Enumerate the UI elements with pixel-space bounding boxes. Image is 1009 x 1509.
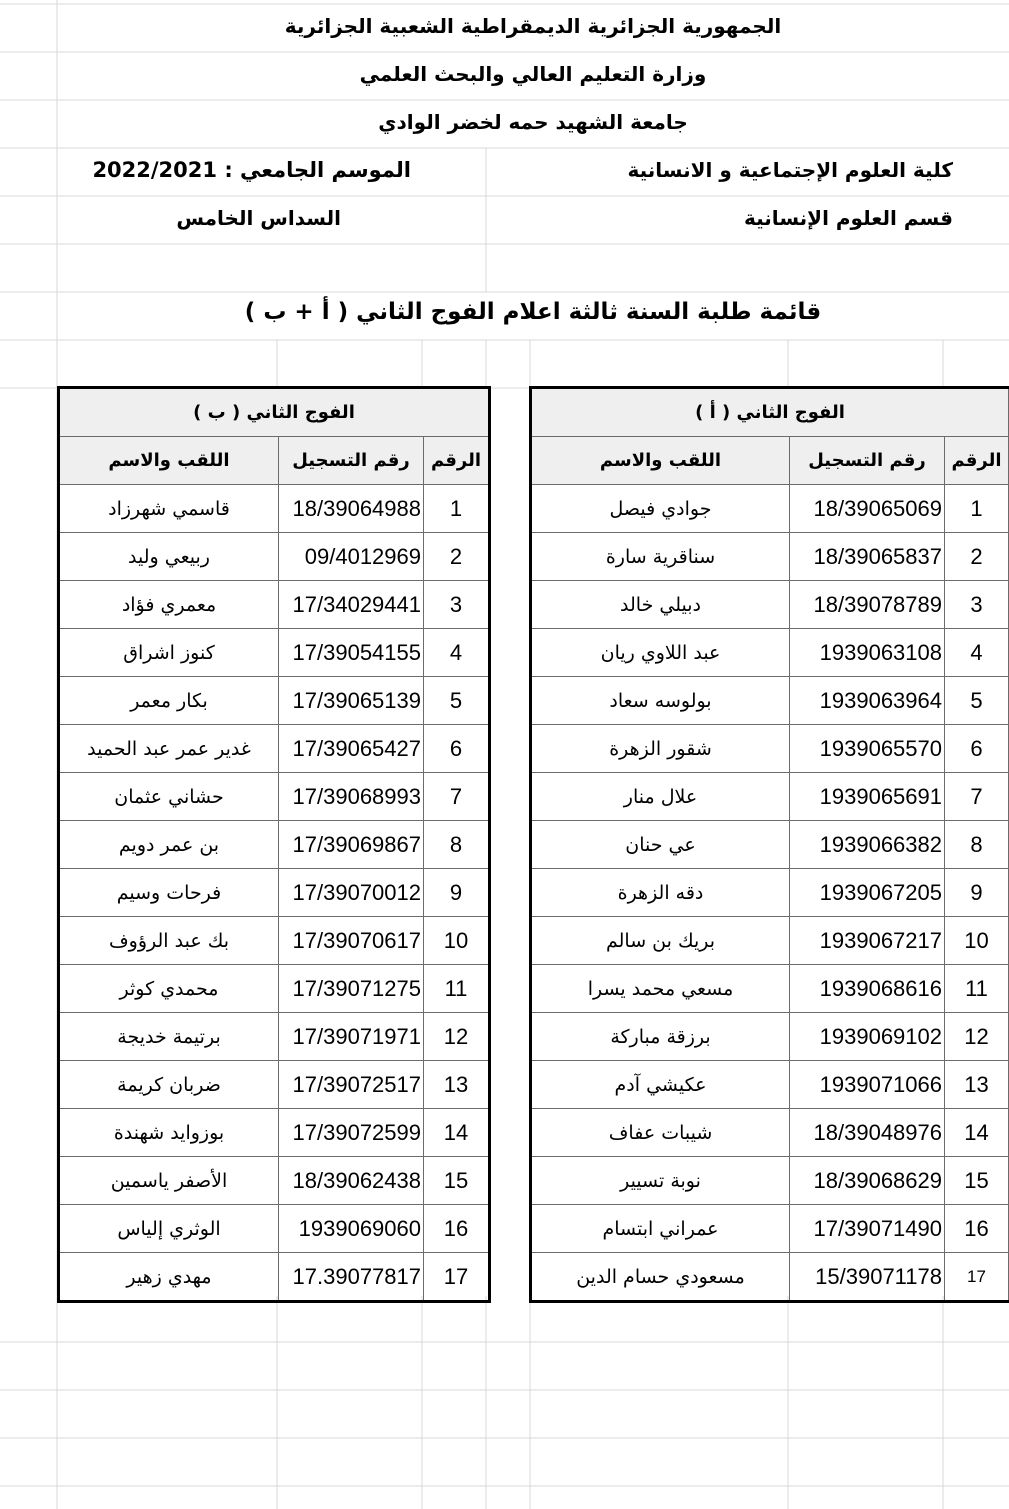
- student-name: الأصفر ياسمين: [59, 1157, 279, 1205]
- student-name: دقه الزهرة: [531, 869, 790, 917]
- table-row: [531, 533, 1009, 581]
- table-row: [531, 1061, 1009, 1109]
- department-label: قسم العلوم الإنسانية: [744, 206, 953, 230]
- registration-number: 17/39071971: [279, 1013, 424, 1061]
- student-name: مسعودي حسام الدين: [531, 1253, 790, 1302]
- student-name: مهدي زهير: [59, 1253, 279, 1302]
- row-number: 8: [424, 821, 490, 869]
- table-row: [531, 821, 1009, 869]
- table-row: [531, 1109, 1009, 1157]
- row-number: 14: [424, 1109, 490, 1157]
- row-number: 7: [424, 773, 490, 821]
- student-name: شقور الزهرة: [531, 725, 790, 773]
- row-number: 5: [424, 677, 490, 725]
- row-number: 13: [424, 1061, 490, 1109]
- registration-number: 17/39070012: [279, 869, 424, 917]
- row-number: 9: [424, 869, 490, 917]
- group-b-title-row: [59, 388, 490, 437]
- row-number: 8: [945, 821, 1009, 869]
- registration-number: 1939068616: [790, 965, 945, 1013]
- student-name: بن عمر دويم: [59, 821, 279, 869]
- row-number: 12: [945, 1013, 1009, 1061]
- student-name: فرحات وسيم: [59, 869, 279, 917]
- semester-label: السداس الخامس: [176, 206, 341, 230]
- registration-number: 1939063964: [790, 677, 945, 725]
- registration-number: 15/39071178: [790, 1253, 945, 1302]
- group-b-col-num: الرقم: [424, 437, 490, 485]
- student-name: برزقة مباركة: [531, 1013, 790, 1061]
- student-name: ضربان كريمة: [59, 1061, 279, 1109]
- row-number: 11: [945, 965, 1009, 1013]
- row-number: 17: [945, 1253, 1009, 1302]
- row-number: 15: [424, 1157, 490, 1205]
- registration-number: 17/39065139: [279, 677, 424, 725]
- registration-number: 17/39072599: [279, 1109, 424, 1157]
- row-number: 6: [945, 725, 1009, 773]
- table-row: [531, 485, 1009, 533]
- registration-number: 1939067205: [790, 869, 945, 917]
- student-name: عكيشي آدم: [531, 1061, 790, 1109]
- student-name: محمدي كوثر: [59, 965, 279, 1013]
- table-row: [59, 1253, 490, 1302]
- table-row: [531, 725, 1009, 773]
- student-name: عبد اللاوي ريان: [531, 629, 790, 677]
- ministry-heading: وزارة التعليم العالي والبحث العلمي: [359, 62, 707, 86]
- student-name: حشاني عثمان: [59, 773, 279, 821]
- registration-number: 1939066382: [790, 821, 945, 869]
- registration-number: 17/39072517: [279, 1061, 424, 1109]
- row-number: 4: [424, 629, 490, 677]
- student-name: عمراني ابتسام: [531, 1205, 790, 1253]
- table-row: [531, 677, 1009, 725]
- group-a-body: [531, 485, 1009, 1302]
- table-row: [531, 1253, 1009, 1302]
- registration-number: 17/39070617: [279, 917, 424, 965]
- group-a-table: [529, 386, 1009, 1303]
- table-row: [59, 533, 490, 581]
- season-label: الموسم الجامعي : 2022/2021: [92, 158, 411, 182]
- table-row: [59, 581, 490, 629]
- registration-number: 18/39064988: [279, 485, 424, 533]
- registration-number: 09/4012969: [279, 533, 424, 581]
- table-row: [531, 773, 1009, 821]
- table-row: [59, 965, 490, 1013]
- student-name: بكار معمر: [59, 677, 279, 725]
- row-number: 2: [945, 533, 1009, 581]
- group-a-header-row: [531, 437, 1009, 485]
- table-row: [531, 581, 1009, 629]
- registration-number: 1939065691: [790, 773, 945, 821]
- group-a-title: الفوج الثاني ( أ ): [531, 388, 1009, 437]
- group-b-title: الفوج الثاني ( ب ): [59, 388, 490, 437]
- group-a-col-name: اللقب والاسم: [531, 437, 790, 485]
- registration-number: 18/39048976: [790, 1109, 945, 1157]
- registration-number: 1939071066: [790, 1061, 945, 1109]
- student-name: بريك بن سالم: [531, 917, 790, 965]
- student-name: غدير عمر عبد الحميد: [59, 725, 279, 773]
- table-row: [531, 869, 1009, 917]
- row-number: 10: [424, 917, 490, 965]
- student-name: بوزوايد شهندة: [59, 1109, 279, 1157]
- row-number: 1: [945, 485, 1009, 533]
- table-row: [531, 965, 1009, 1013]
- group-b-header-row: [59, 437, 490, 485]
- row-number: 12: [424, 1013, 490, 1061]
- table-row: [531, 1205, 1009, 1253]
- row-number: 3: [945, 581, 1009, 629]
- table-row: [59, 917, 490, 965]
- table-row: [59, 1205, 490, 1253]
- student-name: جوادي فيصل: [531, 485, 790, 533]
- row-number: 15: [945, 1157, 1009, 1205]
- student-name: نوبة تسيير: [531, 1157, 790, 1205]
- registration-number: 17/39071275: [279, 965, 424, 1013]
- student-name: ربيعي وليد: [59, 533, 279, 581]
- table-row: [59, 1157, 490, 1205]
- registration-number: 1939067217: [790, 917, 945, 965]
- registration-number: 17.39077817: [279, 1253, 424, 1302]
- student-name: معمري فؤاد: [59, 581, 279, 629]
- row-number: 4: [945, 629, 1009, 677]
- student-name: مسعي محمد يسرا: [531, 965, 790, 1013]
- row-number: 11: [424, 965, 490, 1013]
- registration-number: 17/39071490: [790, 1205, 945, 1253]
- registration-number: 18/39065069: [790, 485, 945, 533]
- row-number: 9: [945, 869, 1009, 917]
- row-number: 16: [424, 1205, 490, 1253]
- registration-number: 17/39065427: [279, 725, 424, 773]
- table-row: [59, 725, 490, 773]
- group-b-col-reg: رقم التسجيل: [279, 437, 424, 485]
- student-name: بولوسه سعاد: [531, 677, 790, 725]
- row-number: 14: [945, 1109, 1009, 1157]
- table-row: [59, 1109, 490, 1157]
- table-row: [59, 677, 490, 725]
- university-heading: جامعة الشهيد حمه لخضر الوادي: [378, 110, 688, 134]
- row-number: 3: [424, 581, 490, 629]
- table-row: [531, 917, 1009, 965]
- row-number: 6: [424, 725, 490, 773]
- registration-number: 17/39069867: [279, 821, 424, 869]
- table-row: [531, 1013, 1009, 1061]
- group-b-body: [59, 485, 490, 1302]
- student-name: دبيلي خالد: [531, 581, 790, 629]
- table-row: [59, 821, 490, 869]
- student-name: برتيمة خديجة: [59, 1013, 279, 1061]
- registration-number: 17/34029441: [279, 581, 424, 629]
- row-number: 1: [424, 485, 490, 533]
- registration-number: 18/39078789: [790, 581, 945, 629]
- registration-number: 1939065570: [790, 725, 945, 773]
- country-heading: الجمهورية الجزائرية الديمقراطية الشعبية الجزائرية: [284, 14, 782, 38]
- row-number: 13: [945, 1061, 1009, 1109]
- student-name: علال منار: [531, 773, 790, 821]
- group-a-title-row: [531, 388, 1009, 437]
- registration-number: 18/39062438: [279, 1157, 424, 1205]
- table-row: [59, 1061, 490, 1109]
- list-title: قائمة طلبة السنة ثالثة اعلام الفوج الثاني ( أ + ب ): [244, 299, 822, 325]
- student-name: كنوز اشراق: [59, 629, 279, 677]
- group-a-col-num: الرقم: [945, 437, 1009, 485]
- faculty-label: كلية العلوم الإجتماعية و الانسانية: [627, 158, 953, 182]
- student-name: الوثري إلياس: [59, 1205, 279, 1253]
- table-row: [531, 629, 1009, 677]
- group-b-col-name: اللقب والاسم: [59, 437, 279, 485]
- table-row: [59, 869, 490, 917]
- row-number: 2: [424, 533, 490, 581]
- registration-number: 1939063108: [790, 629, 945, 677]
- student-name: عي حنان: [531, 821, 790, 869]
- table-row: [59, 773, 490, 821]
- group-b-table: [57, 386, 491, 1303]
- row-number: 16: [945, 1205, 1009, 1253]
- row-number: 7: [945, 773, 1009, 821]
- table-row: [531, 1157, 1009, 1205]
- registration-number: 1939069102: [790, 1013, 945, 1061]
- row-number: 10: [945, 917, 1009, 965]
- student-name: بك عبد الرؤوف: [59, 917, 279, 965]
- registration-number: 17/39054155: [279, 629, 424, 677]
- group-a-col-reg: رقم التسجيل: [790, 437, 945, 485]
- table-row: [59, 1013, 490, 1061]
- student-name: قاسمي شهرزاد: [59, 485, 279, 533]
- registration-number: 18/39068629: [790, 1157, 945, 1205]
- student-name: شيبات عفاف: [531, 1109, 790, 1157]
- table-row: [59, 629, 490, 677]
- table-row: [59, 485, 490, 533]
- row-number: 17: [424, 1253, 490, 1302]
- registration-number: 1939069060: [279, 1205, 424, 1253]
- registration-number: 17/39068993: [279, 773, 424, 821]
- student-name: سناقرية سارة: [531, 533, 790, 581]
- registration-number: 18/39065837: [790, 533, 945, 581]
- row-number: 5: [945, 677, 1009, 725]
